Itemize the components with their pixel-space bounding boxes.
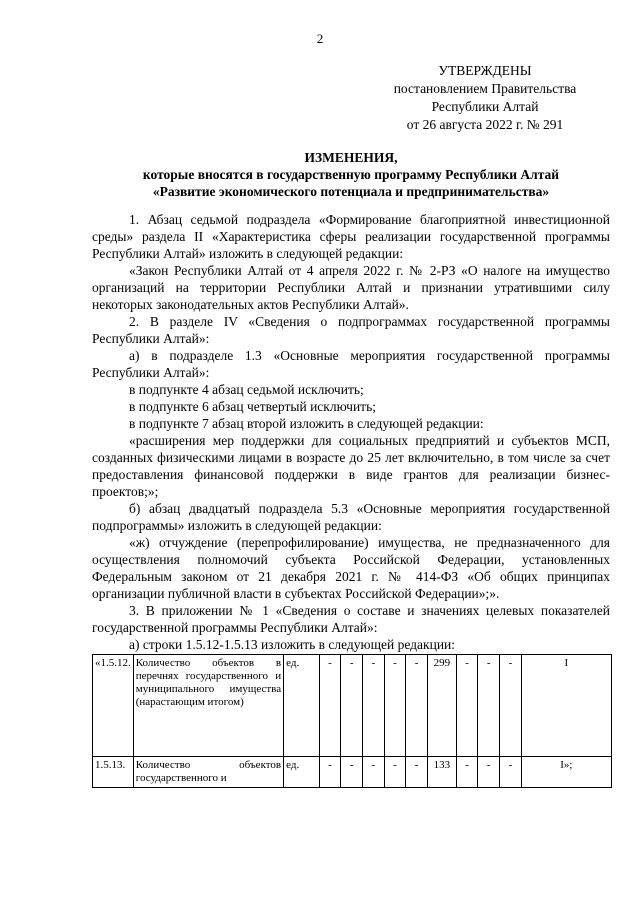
indicator-name: Количество объектов в перечнях государственного и муниципального имущества (нарастающим итогом) bbox=[133, 655, 283, 757]
row-number: 1.5.13. bbox=[93, 757, 134, 788]
table-row bbox=[93, 757, 612, 788]
paragraph: в подпункте 7 абзац второй изложить в следующей редакции: bbox=[129, 416, 484, 431]
value-cell: - bbox=[384, 655, 406, 757]
paragraph: «Закон Республики Алтай от 4 апреля 2022 г. № 2-РЗ «О налоге на имущество организаций на территории Республики Алтай и признании утратившими силу некоторых законодательных актов Республики Алтай». bbox=[92, 263, 610, 312]
paragraph: б) абзац двадцатый подраздела 5.3 «Основные мероприятия государственной подпрограммы» изложить в следующей редакции: bbox=[92, 501, 610, 533]
document-body bbox=[92, 211, 610, 788]
table-row bbox=[93, 655, 612, 757]
unit-cell: ед. bbox=[284, 655, 320, 757]
approval-line: УТВЕРЖДЕНЫ bbox=[438, 63, 532, 78]
value-cell: - bbox=[478, 757, 500, 788]
last-cell: I»; bbox=[521, 757, 611, 788]
approval-block bbox=[380, 62, 590, 134]
value-cell: 133 bbox=[427, 757, 456, 788]
title-line: «Развитие экономического потенциала и предпринимательства» bbox=[152, 184, 550, 199]
last-cell: I bbox=[521, 655, 611, 757]
value-cell: - bbox=[406, 655, 428, 757]
approval-line: от 26 августа 2022 г. № 291 bbox=[406, 117, 564, 132]
indicators-table bbox=[92, 654, 612, 788]
value-cell: - bbox=[362, 757, 384, 788]
title-line: ИЗМЕНЕНИЯ, bbox=[304, 150, 398, 165]
value-cell: - bbox=[319, 655, 341, 757]
paragraph: в подпункте 6 абзац четвертый исключить; bbox=[129, 399, 376, 414]
value-cell: - bbox=[319, 757, 341, 788]
paragraph: «ж) отчуждение (перепрофилирование) имущества, не предназначенного для осуществления полномочий субъекта Российской Федерации, установленных Федеральным законом от 21 декабря 2021 г. № 414-ФЗ «Об общих принципах организации публичной власти в субъектах Российской Федерации»;». bbox=[92, 535, 610, 601]
value-cell: - bbox=[500, 655, 522, 757]
value-cell: - bbox=[362, 655, 384, 757]
paragraph: 3. В приложении № 1 «Сведения о составе и значениях целевых показателей государственной программы Республики Алтай»: bbox=[92, 603, 610, 635]
paragraph: 2. В разделе IV «Сведения о подпрограммах государственной программы Республики Алтай»: bbox=[92, 314, 610, 346]
paragraph: в подпункте 4 абзац седьмой исключить; bbox=[129, 382, 364, 397]
approval-line: Республики Алтай bbox=[431, 99, 539, 114]
value-cell: - bbox=[341, 757, 363, 788]
value-cell: - bbox=[478, 655, 500, 757]
page-number: 2 bbox=[316, 31, 324, 46]
indicator-name: Количество объектов государственного и bbox=[133, 757, 283, 788]
title-line: которые вносятся в государственную программу Республики Алтай bbox=[142, 167, 560, 182]
value-cell: - bbox=[384, 757, 406, 788]
paragraph: 1. Абзац седьмой подраздела «Формирование благоприятной инвестиционной среды» раздела II «Характеристика сферы реализации государственной программы Республики Алтай» изложить в следующей редакции: bbox=[92, 212, 610, 261]
paragraph: а) строки 1.5.12-1.5.13 изложить в следующей редакции: bbox=[129, 637, 456, 652]
value-cell: 299 bbox=[427, 655, 456, 757]
value-cell: - bbox=[406, 757, 428, 788]
value-cell: - bbox=[500, 757, 522, 788]
document-title bbox=[92, 149, 610, 200]
value-cell: - bbox=[456, 757, 478, 788]
value-cell: - bbox=[341, 655, 363, 757]
paragraph: «расширения мер поддержки для социальных предприятий и субъектов МСП, созданных физическими лицами в возрасте до 25 лет включительно, в том числе за счет предоставления финансовой поддержки в виде грантов для реализации бизнес-проектов;»; bbox=[92, 433, 610, 499]
unit-cell: ед. bbox=[284, 757, 320, 788]
approval-line: постановлением Правительства bbox=[393, 81, 577, 96]
row-number: «1.5.12. bbox=[93, 655, 134, 757]
value-cell: - bbox=[456, 655, 478, 757]
paragraph: а) в подразделе 1.3 «Основные мероприятия государственной программы Республики Алтай»: bbox=[92, 348, 610, 380]
